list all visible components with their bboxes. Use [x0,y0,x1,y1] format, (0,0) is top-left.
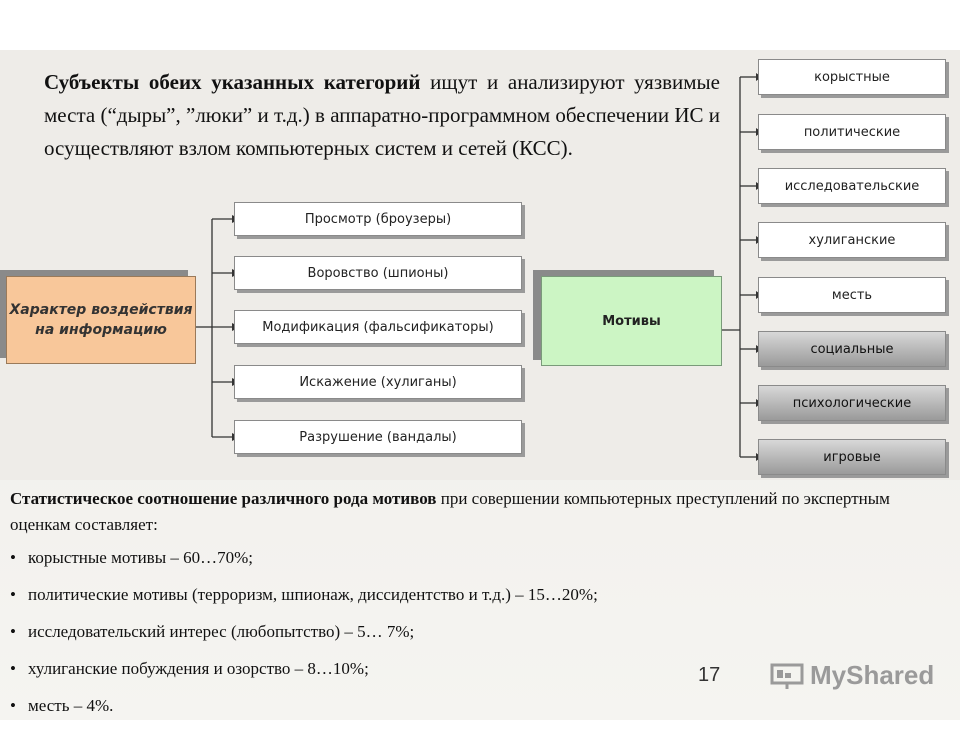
action-box: Воровство (шпионы) [234,256,522,290]
intro-paragraph [44,66,720,165]
list-item-text: корыстные мотивы – 60…70%; [28,548,254,567]
motive-box: корыстные [758,59,946,95]
bullet-icon: • [10,622,16,641]
bullet-icon: • [10,548,16,567]
stats-list [10,545,910,730]
action-box: Просмотр (броузеры) [234,202,522,236]
intro-lead: Субъекты обеих указанных категорий [44,70,421,94]
list-item-text: исследовательский интерес (любопытство) – 5… 7%; [28,622,415,641]
watermark [770,660,934,691]
list-item [10,619,910,656]
motive-box: политические [758,114,946,150]
list-item-text: хулиганские побуждения и озорство – 8…10%; [28,659,369,678]
motive-box: месть [758,277,946,313]
action-box: Искажение (хулиганы) [234,365,522,399]
watermark-text: MyShared [810,660,935,690]
presentation-icon [770,661,804,691]
list-item [10,582,910,619]
list-item [10,545,910,582]
stats-lead: Статистическое соотношение различного рода мотивов [10,489,437,508]
motive-box: хулиганские [758,222,946,258]
stats-paragraph [10,486,950,538]
list-item [10,693,910,730]
action-box: Модификация (фальсификаторы) [234,310,522,344]
bullet-icon: • [10,585,16,604]
stats-text: при совершении компьютерных преступлений по экспертным оценкам составляет: [10,489,890,534]
motives-box: Мотивы [541,276,722,366]
motive-box: исследовательские [758,168,946,204]
motive-box: игровые [758,439,946,475]
motive-box: социальные [758,331,946,367]
action-box: Разрушение (вандалы) [234,420,522,454]
bullet-icon: • [10,696,16,715]
bullet-icon: • [10,659,16,678]
list-item-text: месть – 4%. [28,696,114,715]
motive-box: психологические [758,385,946,421]
intro-text: ищут и анализируют уязвимые места (“дыры”, ”люки” и т.д.) в аппаратно-программном обеспечении ИС и осуществляют взлом компьютерных систем и сетей (КСС). [44,70,720,160]
page-number: 17 [698,664,721,686]
impact-character-box: Характер воздействия на информацию [6,276,196,364]
list-item-text: политические мотивы (терроризм, шпионаж, диссидентство и т.д.) – 15…20%; [28,585,598,604]
